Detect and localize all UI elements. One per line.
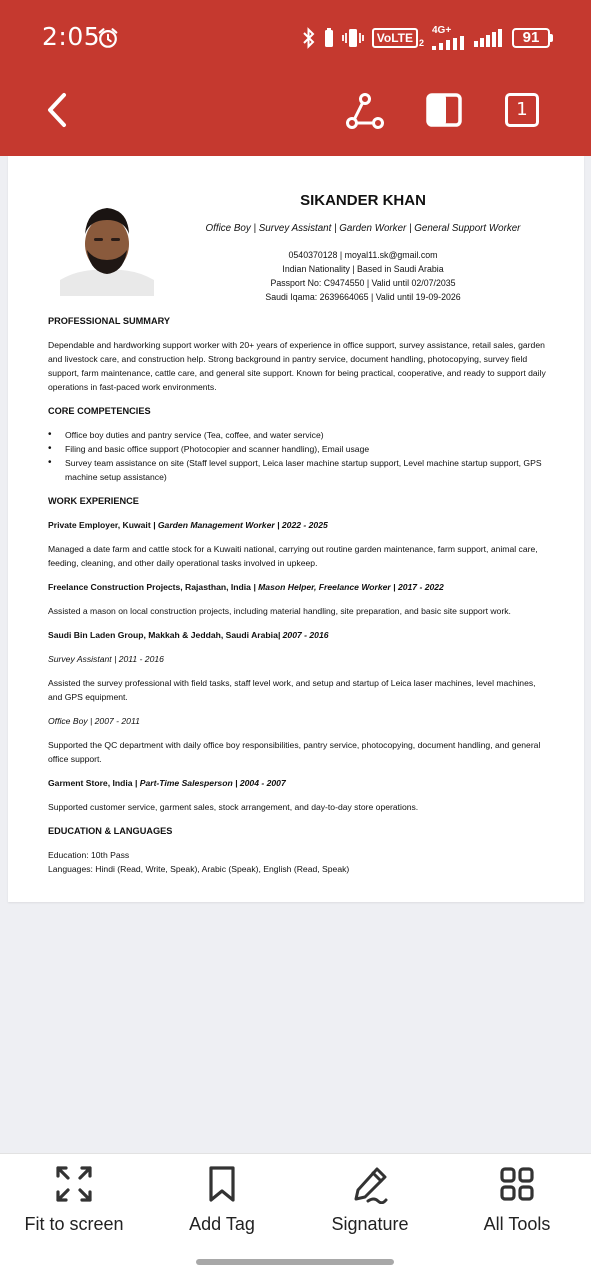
bluetooth-icon: [302, 27, 316, 49]
section-heading: EDUCATION & LANGUAGES: [48, 826, 173, 836]
job-title: [48, 776, 548, 790]
add-tag-button[interactable]: [152, 1164, 292, 1235]
section-heading: CORE COMPETENCIES: [48, 406, 151, 416]
job-role: | Mason Helper, Freelance Worker | 2017 - 2022: [250, 582, 444, 592]
competency-list: [48, 428, 548, 484]
section-heading: WORK EXPERIENCE: [48, 496, 139, 506]
grid-icon: [497, 1164, 537, 1204]
job-employer: Garment Store, India: [48, 778, 133, 788]
volte-sim: 2: [418, 38, 424, 48]
all-tools-button[interactable]: [447, 1164, 587, 1235]
job-description: Assisted a mason on local construction projects, including material handling, site preparation, and basic site support work.: [48, 606, 511, 616]
competency-item: • Survey team assistance on site (Staff level support, Leica laser machine startup support, Level machine startup support, GPS machine setup assistance): [48, 456, 548, 484]
status-time: 2:05: [42, 22, 101, 51]
signature-button[interactable]: [300, 1164, 440, 1235]
job-role: | Part-Time Salesperson | 2004 - 2007: [132, 778, 286, 788]
network-type: 4G+: [432, 25, 452, 36]
tool-label: Add Tag: [189, 1214, 255, 1234]
resume-subtitle: Office Boy | Survey Assistant | Garden Worker | General Support Worker: [205, 223, 521, 234]
job-description: Supported customer service, garment sales, stock arrangement, and day-to-day store operations.: [48, 802, 419, 812]
competency-item: • Filing and basic office support (Photocopier and scanner handling), Email usage: [48, 442, 548, 456]
volte-badge: VoLTE: [372, 28, 418, 48]
job-title: [48, 580, 548, 594]
bookmark-icon: [202, 1164, 242, 1204]
battery-level: 91: [512, 28, 550, 48]
contact-line: Saudi Iqama: 2639664065 | Valid until 19-09-2026: [265, 292, 461, 302]
contact-line: 0540370128 | moyal11.sk@gmail.com: [288, 250, 438, 260]
resume-body: [48, 314, 548, 876]
job-employer: Private Employer, Kuwait: [48, 520, 151, 530]
contact-line: Passport No: C9474550 | Valid until 02/07/2035: [270, 278, 456, 288]
job-title: [48, 628, 548, 642]
job-subrole: Survey Assistant | 2011 - 2016: [48, 654, 164, 664]
contact-line: Indian Nationality | Based in Saudi Arabia: [282, 264, 444, 274]
view-mode-icon[interactable]: [426, 93, 462, 127]
app-header: [0, 0, 591, 156]
pen-icon: [350, 1164, 390, 1204]
job-description: Supported the QC department with daily office boy responsibilities, pantry service, photocopying, document handling, and general office support.: [48, 740, 541, 764]
job-employer: Saudi Bin Laden Group, Makkah & Jeddah, Saudi Arabia: [48, 630, 278, 640]
resume-name: SIKANDER KHAN: [300, 192, 426, 209]
competency-item: • Office boy duties and pantry service (Tea, coffee, and water service): [48, 428, 548, 442]
tool-label: Signature: [331, 1214, 409, 1234]
vibrate-icon: [342, 27, 364, 49]
languages-text: Languages: Hindi (Read, Write, Speak), Arabic (Speak), English (Read, Speak): [48, 864, 350, 874]
contact-block: [198, 248, 528, 304]
page-count-button[interactable]: 1: [505, 93, 539, 127]
job-title: [48, 518, 548, 532]
job-role: | 2007 - 2016: [277, 630, 329, 640]
bottom-toolbar: [0, 1153, 591, 1280]
battery-icon: [512, 28, 553, 48]
battery-saver-icon: [324, 27, 334, 49]
signal-icon-sim1: [432, 36, 466, 50]
back-arrow-icon[interactable]: [42, 92, 72, 128]
education-text: Education: 10th Pass: [48, 850, 130, 860]
signal-icon-sim2: [474, 29, 504, 47]
job-description: Assisted the survey professional with field tasks, staff level work, and setup and startup of Leica laser machines, level machines, and GPS equipment.: [48, 678, 536, 702]
summary-text: Dependable and hardworking support worker with 20+ years of experience in office support, survey assistance, retail sales, garden and livestock care, and construction help. Strong background in pantry service, document handling, photocopying, survey field support, farm maintenance, cattle care, and general site support. Known for being practical, cooperative, and ready to support daily operations in fast-paced work environments.: [48, 340, 546, 392]
job-employer: Freelance Construction Projects, Rajasthan, India: [48, 582, 251, 592]
job-subrole: Office Boy | 2007 - 2011: [48, 716, 140, 726]
job-description: Managed a date farm and cattle stock for a Kuwaiti national, carrying out routine garden maintenance, farm support, animal care, feeding, cleaning, and other daily operational tasks involved in upkeep.: [48, 544, 538, 568]
fit-screen-icon: [54, 1164, 94, 1204]
status-icons: [302, 26, 553, 50]
alarm-icon: [97, 27, 119, 49]
job-role: | Garden Management Worker | 2022 - 2025: [150, 520, 328, 530]
home-indicator[interactable]: [196, 1259, 394, 1265]
document-page: [8, 156, 584, 902]
fit-to-screen-button[interactable]: [4, 1164, 144, 1235]
share-icon[interactable]: [346, 92, 384, 130]
tool-label: All Tools: [483, 1214, 551, 1234]
profile-photo: [60, 204, 154, 296]
tool-label: Fit to screen: [24, 1214, 124, 1234]
section-heading: PROFESSIONAL SUMMARY: [48, 316, 170, 326]
